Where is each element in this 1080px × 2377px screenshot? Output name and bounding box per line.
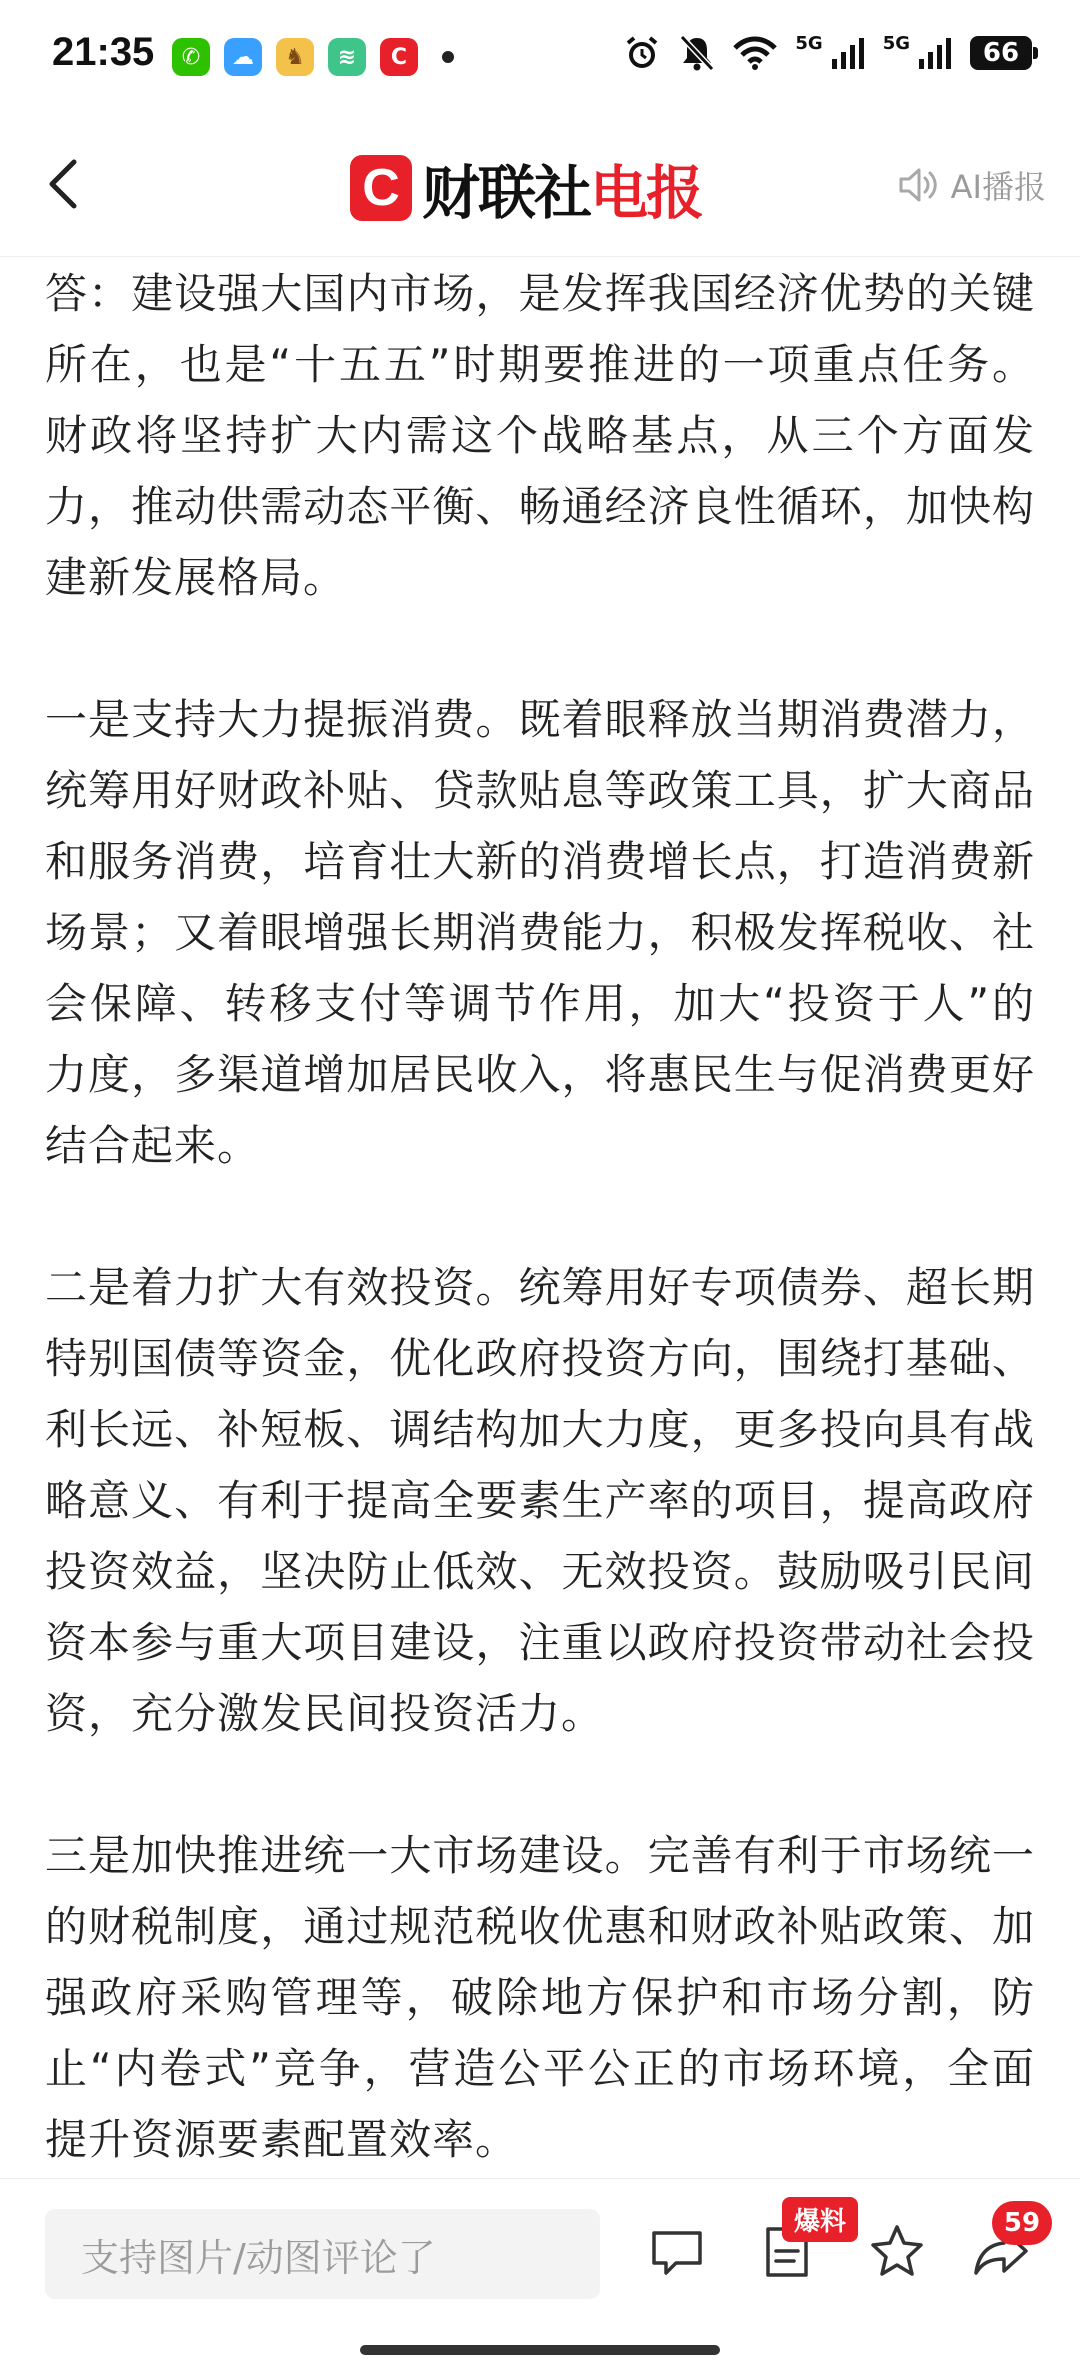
article-paragraph: 三是加快推进统一大市场建设。完善有利于市场统一的财税制度，通过规范税收优惠和财政补贴政策、加强政府采购管理等，破除地方保护和市场分割，防止“内卷式”竞争，营造公平公正的市场环境，全面提升资源要素配置效率。 xyxy=(45,1831,1035,2164)
home-indicator[interactable] xyxy=(360,2345,720,2355)
cls-app-icon: C xyxy=(380,38,418,76)
alarm-icon xyxy=(623,34,661,72)
signal-strength-icon xyxy=(831,37,865,69)
weather-icon: ☁ xyxy=(224,38,262,76)
article-body xyxy=(45,258,1035,2246)
wechat-icon: ✆ xyxy=(172,38,210,76)
app-header xyxy=(0,110,1080,257)
status-bar xyxy=(0,0,1080,110)
logo-text xyxy=(422,146,702,230)
wifi-icon xyxy=(733,36,777,70)
tip-off-badge[interactable]: 爆料 xyxy=(782,2197,858,2242)
battery-icon: 66 xyxy=(970,36,1032,70)
comment-icon[interactable] xyxy=(646,2221,708,2283)
cls-telegraph-logo xyxy=(350,146,702,230)
mascot-app-icon: ♞ xyxy=(276,38,314,76)
logo-mark: C xyxy=(350,155,412,221)
signal-strength-icon xyxy=(918,37,952,69)
mute-icon xyxy=(679,34,715,72)
system-status xyxy=(623,34,1032,72)
article-paragraph: 一是支持大力提振消费。既着眼释放当期消费潜力，统筹用好财政补贴、贷款贴息等政策工具，扩大商品和服务消费，培育壮大新的消费增长点，打造消费新场景；又着眼增强长期消费能力，积极发挥税收、社会保障、转移支付等调节作用，加大“投资于人”的力度，多渠道增加居民收入，将惠民生与促消费更好结合起来。 xyxy=(45,695,1035,1170)
article-paragraph: 二是着力扩大有效投资。统筹用好专项债券、超长期特别国债等资金，优化政府投资方向，围绕打基础、利长远、补短板、调结构加大力度，更多投向具有战略意义、有利于提高全要素生产率的项目，提高政府投资效益，坚决防止低效、无效投资。鼓励吸引民间资本参与重大项目建设，注重以政府投资带动社会投资，充分激发民间投资活力。 xyxy=(45,1263,1035,1738)
logo-text-black: 财联社 xyxy=(422,159,591,227)
more-notifications-icon xyxy=(442,51,454,63)
back-icon[interactable] xyxy=(40,154,90,214)
ai-broadcast-button[interactable] xyxy=(897,162,1046,208)
notification-icons xyxy=(172,38,454,76)
star-icon[interactable] xyxy=(866,2221,928,2283)
share-count-badge: 59 xyxy=(992,2201,1052,2245)
signal-type-2: 5G xyxy=(882,32,910,54)
network-app-icon: ≋ xyxy=(328,38,366,76)
article-paragraph: 答：建设强大国内市场，是发挥我国经济优势的关键所在，也是“十五五”时期要推进的一项重点任务。财政将坚持扩大内需这个战略基点，从三个方面发力，推动供需动态平衡、畅通经济良性循环，加快构建新发展格局。 xyxy=(45,269,1035,602)
bottom-action-bar xyxy=(0,2178,1080,2377)
signal-type-1: 5G xyxy=(795,32,823,54)
status-time: 21:35 xyxy=(52,30,155,74)
logo-text-red: 电报 xyxy=(590,159,703,227)
speaker-icon xyxy=(897,165,941,205)
ai-broadcast-label: AI播报 xyxy=(950,168,1046,206)
comment-input[interactable]: 支持图片/动图评论了 xyxy=(45,2209,600,2299)
